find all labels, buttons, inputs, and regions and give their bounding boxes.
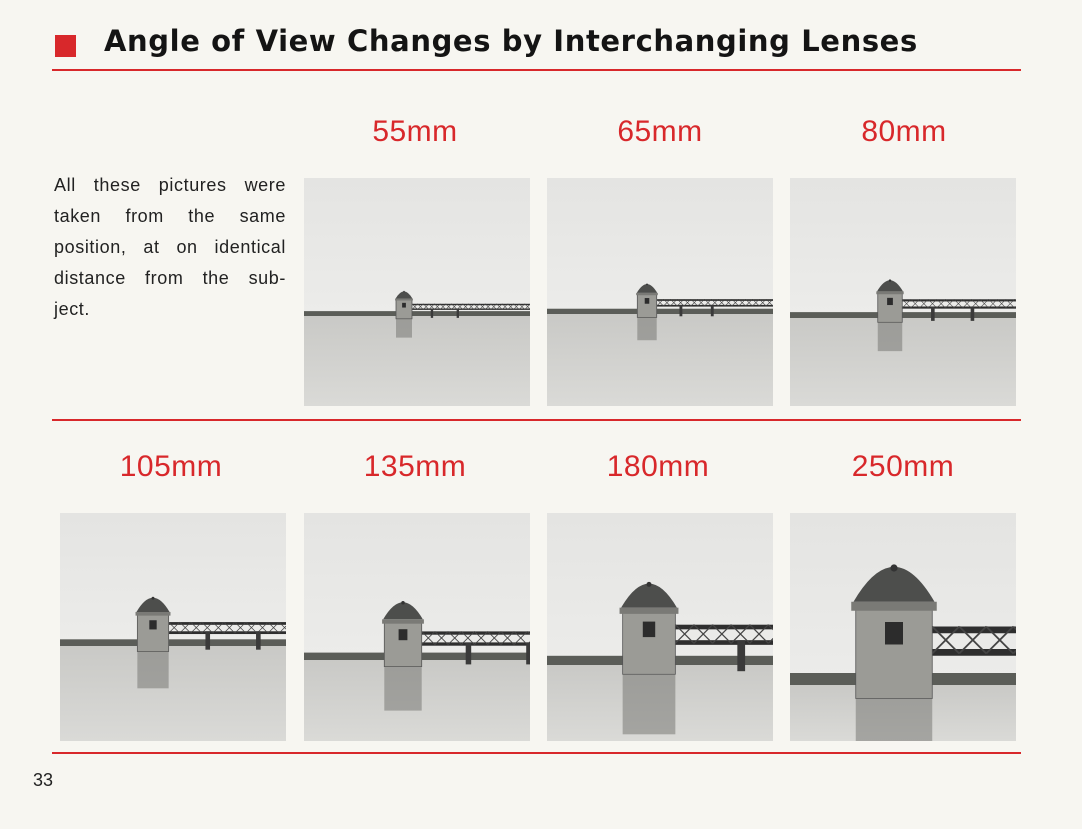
- lens-label-65mm: 65mm: [617, 115, 703, 148]
- photo-55mm: [304, 178, 530, 406]
- title-bullet-square: [55, 35, 76, 57]
- lens-label-55mm: 55mm: [372, 115, 458, 148]
- title-rule: [52, 69, 1021, 71]
- photo-250mm: [790, 513, 1016, 741]
- photo-180mm: [547, 513, 773, 741]
- lens-label-180mm: 180mm: [606, 450, 710, 483]
- page-number: 33: [33, 770, 54, 790]
- bottom-rule: [52, 752, 1021, 754]
- page-title: Angle of View Changes by Interchanging Lenses: [104, 24, 918, 58]
- lens-label-135mm: 135mm: [363, 450, 467, 483]
- photo-135mm: [304, 513, 530, 741]
- caption-text: All these pictures were taken from the same position, at on identical distance from the sub- ject.: [54, 175, 286, 319]
- lens-label-80mm: 80mm: [861, 115, 947, 148]
- row-divider-rule: [52, 419, 1021, 421]
- photo-65mm: [547, 178, 773, 406]
- lens-label-250mm: 250mm: [851, 450, 955, 483]
- photo-105mm: [60, 513, 286, 741]
- lens-label-105mm: 105mm: [119, 450, 223, 483]
- photo-80mm: [790, 178, 1016, 406]
